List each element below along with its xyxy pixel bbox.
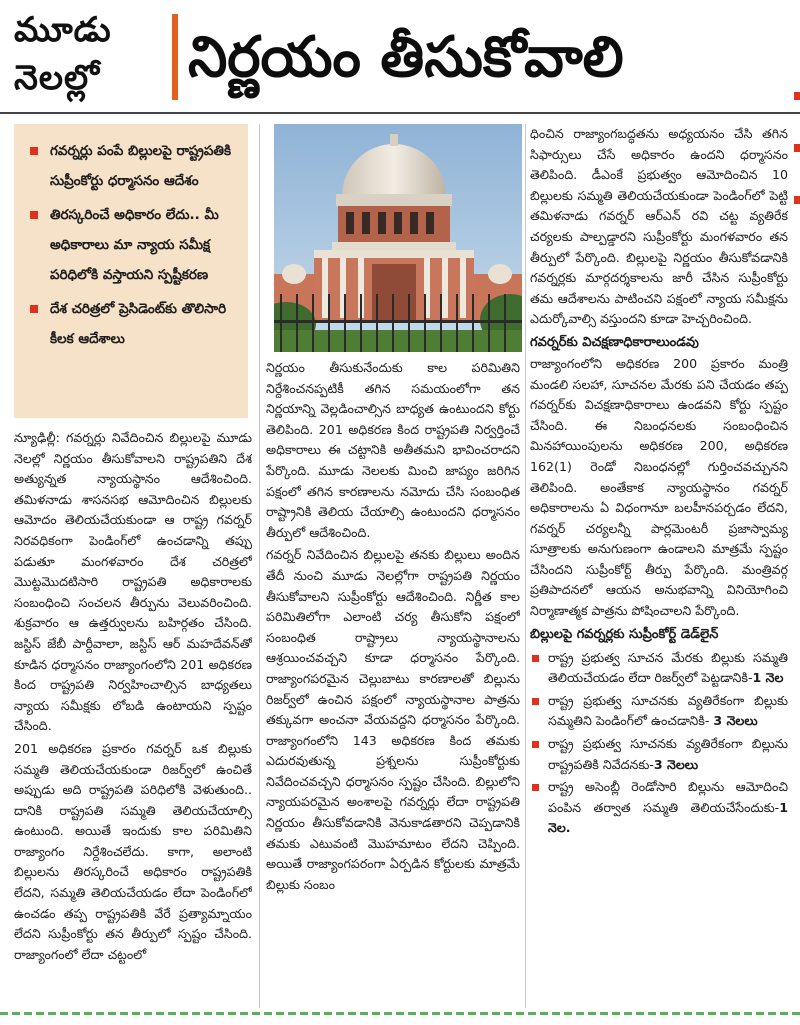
bullet-square-icon bbox=[532, 784, 539, 791]
kicker-line-1: మూడు bbox=[14, 10, 112, 50]
highlight-text: గవర్నర్లు పంపే బిల్లులపై రాష్ట్రపతికి సుప్రీంకోర్టు ధర్మాసనం ఆదేశం bbox=[50, 143, 232, 189]
paragraph: ధించిన రాజ్యాంగబద్ధతను అధ్యయనం చేసి తగిన సిఫార్సులు చేసే అధికారం ఉందని ధర్మాసనం తెలిపింది. డీఎంకే ప్రభుత్వం ఆమోదించిన 10 బిల్లులకు సమ్మతి తెలియచేయకుండా పెండింగ్‌లో పెట్టి తమిళనాడు గవర్నర్ ఆర్ఎన్ రవి చట్ట వ్యతిరేక చర్యలకు పాల్పడ్డారని సుప్రీంకోర్టు మంగళవారం తన తీర్పులో పేర్కొంది. బిల్లులపై నిర్ణయం తీసుకోవడానికి గవర్నర్లకు మార్గదర్శకాలను జారీ చేసిన సుప్రీంకోర్టు తమ ఆదేశాలను పాటించని పక్షంలో న్యాయ సమీక్షను ఎదుర్కోవాల్సి వస్తుందని కూడా హెచ్చరించింది. bbox=[530, 126, 788, 327]
deadline-text: రాష్ట్ర ప్రభుత్వ సూచన మేరకు బిల్లుకు సమ్మతి తెలియచేయడం లేదా రిజర్వ్‌లో పెట్టడానికి- bbox=[548, 649, 788, 686]
paragraph: నిర్ణయం తీసుకునేందుకు కాల పరిమితిని నిర్దేశించనప్పటికీ తగిన సమయంలోగా తన నిర్ణయాన్ని వెల్లడించాల్సిన బాధ్యత ఉంటుందని కోర్టు తెలిపింది. 201 అధికరణ కింద రాష్ట్రపతి నిర్వర్తించే అధికారాలు ఈ చట్టానికి అతీతమని భావించరాదని పేర్కొంది. మూడు నెలలకు మించి జాప్యం జరిగిన పక్షంలో తగిన కారణాలను నమోదు చేసి సంబంధిత రాష్ట్రానికి తెలియ చేయాల్సి ఉంటుందని ధర్మాసనం తీర్పులో ఆదేశించింది. bbox=[266, 360, 520, 540]
paragraph: గవర్నర్ నివేదించిన బిల్లులపై తనకు బిల్లులు అందిన తేదీ నుంచి మూడు నెలల్లోగా రాష్ట్రపతి నిర్ణయం తీసుకోవాలని సుప్రీంకోర్టు ఆదేశించింది. నిర్ణీత కాల పరిమితిలోగా ఎలాంటి చర్య తీసుకోని పక్షంలో సంబంధిత రాష్ట్రాలు న్యాయస్థానాలను ఆశ్రయించవచ్చని కూడా ధర్మాసనం పేర్కొంది. రాజ్యాంగపరమైన చెల్లుబాటు కారణాలతో బిల్లును రిజర్వ్‌లో ఉంచిన పక్షంలో న్యాయస్థానాల పాత్రను తక్కువగా అంచనా వేయవద్దని ధర్మాసనం పేర్కొంది. రాజ్యాంగంలోని 143 అధికరణ కింద తమకు ఎదురవుతున్న ప్రశ్నలను సుప్రీంకోర్టుకు నివేదించవచ్చని ధర్మాసనం స్పష్టం చేసింది. బిల్లులోని న్యాయపరమైన అంశాలపై గవర్నర్లు లేదా రాష్ట్రపతి నిర్ణయం తీసుకోవడానికి వెనుకాడతారని చెప్పడానికి తమకు ఎటువంటి మొహమాటం లేదని చెప్పింది. అయితే రాజ్యాంగపరంగా ఏర్పడిన కోర్టులకు మాత్రమే బిల్లుకు సంబం bbox=[266, 547, 520, 892]
edge-bullet-mark bbox=[794, 144, 800, 152]
highlight-text: దేశ చరిత్రలో ప్రెసిడెంట్‌కు తొలిసారి కీలక ఆదేశాలు bbox=[50, 301, 227, 347]
deadline-item bbox=[530, 691, 788, 732]
deadline-item bbox=[530, 777, 788, 839]
supreme-court-building-image bbox=[274, 124, 522, 352]
deadline-duration: 3 నెలలు bbox=[653, 756, 699, 772]
bullet-square-icon bbox=[532, 698, 539, 705]
bullet-square-icon bbox=[532, 655, 539, 662]
edge-bullet-mark bbox=[794, 196, 800, 204]
subheading: బిల్లులపై గవర్నర్లకు సుప్రీంకోర్ట్ డెడ్‌లైన్ bbox=[530, 626, 719, 642]
column-separator bbox=[259, 124, 260, 1008]
headline-kicker bbox=[14, 6, 172, 106]
deadline-item bbox=[530, 734, 788, 775]
highlight-text: తిరస్కరించే అధికారం లేదు.. మీ అధికారాలు మా న్యాయ సమీక్ష పరిధిలోకి వస్తాయని స్పష్టీకరణ bbox=[50, 207, 219, 283]
column-separator bbox=[525, 124, 526, 1008]
kicker-line-2: నెలల్లో bbox=[14, 58, 100, 98]
article-column-left bbox=[14, 428, 252, 1008]
deadline-text: రాష్ట్ర అసెంబ్లీ రెండోసారి బిల్లును ఆమోదించి పంపిన తర్వాత సమ్మతి తెలియచేసేందుకు- bbox=[548, 779, 788, 815]
article-column-middle bbox=[266, 358, 520, 1008]
bullet-square-icon bbox=[532, 741, 539, 748]
paragraph: న్యూఢిల్లీ: గవర్నర్లు నివేదించిన బిల్లులపై మూడు నెలల్లో నిర్ణయం తీసుకోవాలని రాష్ట్రపతిని దేశ అత్యున్నత న్యాయస్థానం ఆదేశించింది. తమిళనాడు శాసనసభ ఆమోదించిన బిల్లులకు ఆమోదం తెలియచేయకుండా ఆ రాష్ట్ర గవర్నర్ నిరవధికంగా పెండింగ్‌లో ఉంచడాన్ని తప్పు పడుతూ మంగళవారం దేశ చరిత్రలో మొట్టమొదటిసారి రాష్ట్రపతి అధికారాలకు సంబంధించి సంచలన తీర్పును వెలువరించింది. శుక్రవారం ఆ ఉత్తర్వులను బహిర్గతం చేసింది. జస్టిస్ జేబీ పార్దీవాలా, జస్టిస్ ఆర్ మహదేవన్‌తో కూడిన ధర్మాసనం రాజ్యాంగంలోని 201 అధికరణ కింద రాష్ట్రపతి నిర్వహించాల్సిన బాధ్యతలు న్యాయ సమీక్షకు లోబడి ఉంటాయని స్పష్టం చేసింది. bbox=[14, 430, 252, 734]
deadline-duration: 1 నెల. bbox=[548, 799, 788, 836]
highlights-box bbox=[14, 124, 248, 418]
subheading: గవర్నర్‌కు విచక్షణాధికారాలుండవు bbox=[530, 334, 699, 350]
paragraph: 201 అధికరణ ప్రకారం గవర్నర్ ఒక బిల్లుకు సమ్మతి తెలియచేయకుండా రిజర్వ్‌లో ఉంచితే అప్పుడు అది రాష్ట్రపతి పరిధిలోకి వెళుతుంది.. దానికి రాష్ట్రపతి సమ్మతి తెలియచేయాల్సి ఉంటుంది. అయితే ఇందుకు కాల పరిమితిని రాజ్యాంగం నిర్దేశించలేదు. కాగా, అలాంటి బిల్లులను తిరస్కరించే అధికారం రాష్ట్రపతికి లేదని, సమ్మతి తెలియచేయడం లేదా పెండింగ్‌లో ఉంచడం తప్ప రాష్ట్రపతికి వేరే ప్రత్యామ్నాయం లేదని సుప్రీంకోర్టు తన తీర్పులో స్పష్టం చేసింది. రాజ్యాంగంలో లేదా చట్టంలో bbox=[14, 740, 252, 962]
bullet-square-icon bbox=[30, 305, 38, 313]
paragraph: రాజ్యాంగంలోని అధికరణ 200 ప్రకారం మంత్రి మండలి సలహా, సూచనల మేరకు పని చేయడం తప్ప గవర్నర్‌కు విచక్షణాధికారాలు ఉండవని కోర్టు స్పష్టం చేసింది. ఈ నిబంధనలకు సంబంధించిన మినహాయింపులను అధికరణ 200, అధికరణ 162(1) రెండో నిబంధనల్లో గుర్తించవచ్చునని తెలిపింది. అంతేకాక న్యాయస్థానం గవర్నర్ అధికారాలను ఏ విధంగానూ బలహీనపర్చడం లేదని, గవర్నర్ చర్యలన్నీ పార్లమెంటరీ ప్రజాస్వామ్య సూత్రాలకు అనుగుణంగా ఉండాలని మాత్రమే స్పష్టం చేసిందని సుప్రీంకోర్ట్ తీర్పు పేర్కొంది. మంత్రివర్గ ప్రతిపాదనలో ఆయన అనుభవాన్ని వినియోగించి నిర్మాణాత్మక పాత్రను పోషించాలని పేర్కొంది. bbox=[530, 355, 788, 619]
edge-bullet-mark bbox=[794, 92, 800, 100]
supreme-court-photo bbox=[274, 124, 522, 352]
headline bbox=[0, 0, 800, 112]
highlight-item bbox=[28, 136, 238, 196]
highlight-item bbox=[28, 200, 238, 290]
deadline-duration: 1 నెల bbox=[752, 670, 784, 686]
deadline-text: రాష్ట్ర ప్రభుత్వ సూచనకు వ్యతిరేకంగా బిల్లును రాష్ట్రపతికి నివేదనకు- bbox=[548, 736, 788, 772]
deadline-item bbox=[530, 648, 788, 689]
bullet-square-icon bbox=[30, 147, 38, 155]
article-column-right bbox=[530, 124, 788, 1008]
deadline-list bbox=[530, 648, 788, 839]
bullet-square-icon bbox=[30, 211, 38, 219]
highlight-item bbox=[28, 294, 238, 354]
top-rule bbox=[0, 112, 800, 114]
deadline-text: రాష్ట్ర ప్రభుత్వ సూచనకు వ్యతిరేకంగా బిల్లుకు సమ్మతిని పెండింగ్‌లో ఉంచడానికి- bbox=[548, 692, 788, 729]
bottom-rule bbox=[0, 1012, 800, 1015]
deadline-duration: 3 నెలలు bbox=[713, 713, 758, 729]
headline-divider-bar bbox=[172, 14, 178, 100]
headline-title: నిర్ణయం తీసుకోవాలి bbox=[188, 25, 624, 90]
